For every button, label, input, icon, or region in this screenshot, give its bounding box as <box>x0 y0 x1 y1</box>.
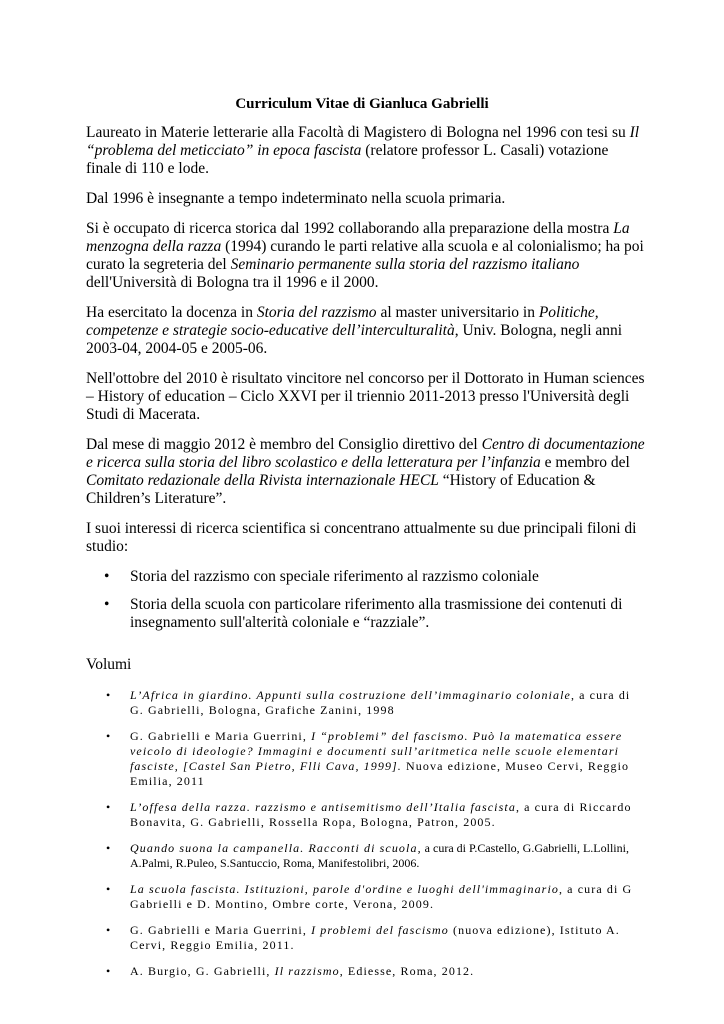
text: dell'Università di Bologna tra il 1996 e il 2000. <box>86 274 379 291</box>
text: al master universitario in <box>376 304 539 321</box>
interest-text: Storia della scuola con particolare riferimento alla trasmissione dei contenuti di insegnamento sull'alterità coloniale e “razziale”. <box>130 596 623 631</box>
committee-name: Comitato redazionale della Rivista internazionale HECL <box>86 472 439 489</box>
publication-info: a cura di P.Castello, G.Gabrielli, L.Lollini, A.Palmi, R.Puleo, S.Santuccio, Roma, Manifestolibri, 2006. <box>130 841 629 870</box>
text: Laureato in Materie letterarie alla Facoltà di Magistero di Bologna nel 1996 con tesi su <box>86 124 630 141</box>
bullet-icon: • <box>106 841 111 855</box>
publication-info: , Ediesse, Roma, 2012. <box>339 964 475 978</box>
seminar-title: Seminario permanente sulla storia del razzismo italiano <box>230 256 580 273</box>
book-title: L’offesa della razza. razzismo e antisemitismo dell’Italia fascista <box>130 800 516 814</box>
bullet-icon: • <box>106 964 112 978</box>
paragraph-interests: I suoi interessi di ricerca scientifica si concentrano attualmente su due principali filoni di studio: <box>86 520 637 555</box>
list-item <box>86 729 646 789</box>
authors: G. Gabrielli e Maria Guerrini, <box>130 923 312 937</box>
paragraph-doctorate: Nell'ottobre del 2010 è risultato vincitore nel concorso per il Dottorato in Human sciences – History of education – Ciclo XXVI per il triennio 2011-2013 presso l'Università degli Studi di Macerata. <box>86 370 645 423</box>
paragraph-education <box>86 124 646 178</box>
authors: G. Gabrielli e Maria Guerrini, <box>130 729 312 743</box>
list-item <box>86 841 646 871</box>
interest-text: Storia del razzismo con speciale riferimento al razzismo coloniale <box>130 568 539 585</box>
publication-info: , a cura di Riccardo Bonavita, G. Gabrielli, Rossella Ropa, Bologna, Patron, 2005. <box>130 800 632 829</box>
bullet-icon: • <box>106 882 112 896</box>
text: e membro del <box>540 454 630 471</box>
interests-list <box>86 568 646 632</box>
publication-info: Nuova edizione, Museo Cervi, Reggio Emilia, 2011 <box>130 759 630 788</box>
paragraph-board <box>86 436 646 508</box>
text: Dal mese di maggio 2012 è membro del Consiglio direttivo del <box>86 436 482 453</box>
list-item <box>86 882 646 912</box>
text: “History of Education & Children’s Literature”. <box>86 472 596 507</box>
volumes-list <box>86 688 646 979</box>
centre-name: Centro di documentazione e ricerca sulla storia del libro scolastico e della letteratura per l’infanzia <box>86 436 645 471</box>
document-title: Curriculum Vitae di Gianluca Gabrielli <box>235 96 489 112</box>
text: (1994) curando le parti relative alla scuola e al colonialismo; ha poi curato la segreteria del <box>86 238 644 273</box>
bullet-icon: • <box>106 923 112 937</box>
book-title: L’Africa in giardino. Appunti sulla costruzione dell’immaginario coloniale <box>130 688 571 702</box>
text: , Univ. Bologna, negli anni 2003-04, 2004-05 e 2005-06. <box>86 322 623 357</box>
bullet-icon: • <box>104 568 110 585</box>
text: Ha esercitato la docenza in <box>86 304 257 321</box>
master-title: Politiche, competenze e strategie socio-educative dell’interculturalità <box>86 304 599 339</box>
thesis-title: Il “problema del meticciato” in epoca fascista <box>86 124 640 159</box>
list-item <box>86 964 646 979</box>
bullet-icon: • <box>106 688 112 702</box>
list-item <box>86 923 646 953</box>
text: Si è occupato di ricerca storica dal 1992 collaborando alla preparazione della mostra <box>86 220 614 237</box>
book-title: Il razzismo <box>274 964 340 978</box>
publication-info: , a cura di G Gabrielli e D. Montino, Ombre corte, Verona, 2009. <box>130 882 633 911</box>
book-title: I “problemi” del fascismo. Può la matematica essere veicolo di ideologie? Immagini e documenti sull’aritmetica nelle scuole elementari fasciste, [Castel San Pietro, Flli Cava, 1999]. <box>130 729 623 773</box>
bullet-icon: • <box>106 729 112 743</box>
book-title: I problemi del fascismo <box>311 923 449 937</box>
publication-info: , a cura di G. Gabrielli, Bologna, Grafiche Zanini, 1998 <box>130 688 631 717</box>
course-title: Storia del razzismo <box>256 304 377 321</box>
paragraph-teaching: Dal 1996 è insegnante a tempo indeterminato nella scuola primaria. <box>86 190 506 207</box>
list-item <box>86 688 646 718</box>
authors: A. Burgio, G. Gabrielli, <box>130 964 275 978</box>
list-item <box>86 568 646 586</box>
document-body <box>86 124 646 990</box>
publication-info: (nuova edizione), Istituto A. Cervi, Reggio Emilia, 2011. <box>130 923 620 952</box>
book-title: Quando suona la campanella. Racconti di scuola, <box>130 841 422 855</box>
book-title: La scuola fascista. Istituzioni, parole d'ordine e luoghi dell'immaginario <box>130 882 559 896</box>
paragraph-research <box>86 220 646 292</box>
text: (relatore professor L. Casali) votazione finale di 110 e lode. <box>86 142 609 177</box>
bullet-icon: • <box>106 800 112 814</box>
list-item <box>86 596 646 632</box>
exhibition-title: La menzogna della razza <box>86 220 630 255</box>
volumes-heading: Volumi <box>86 656 132 673</box>
paragraph-master <box>86 304 646 358</box>
bullet-icon: • <box>104 596 110 613</box>
list-item <box>86 800 646 830</box>
